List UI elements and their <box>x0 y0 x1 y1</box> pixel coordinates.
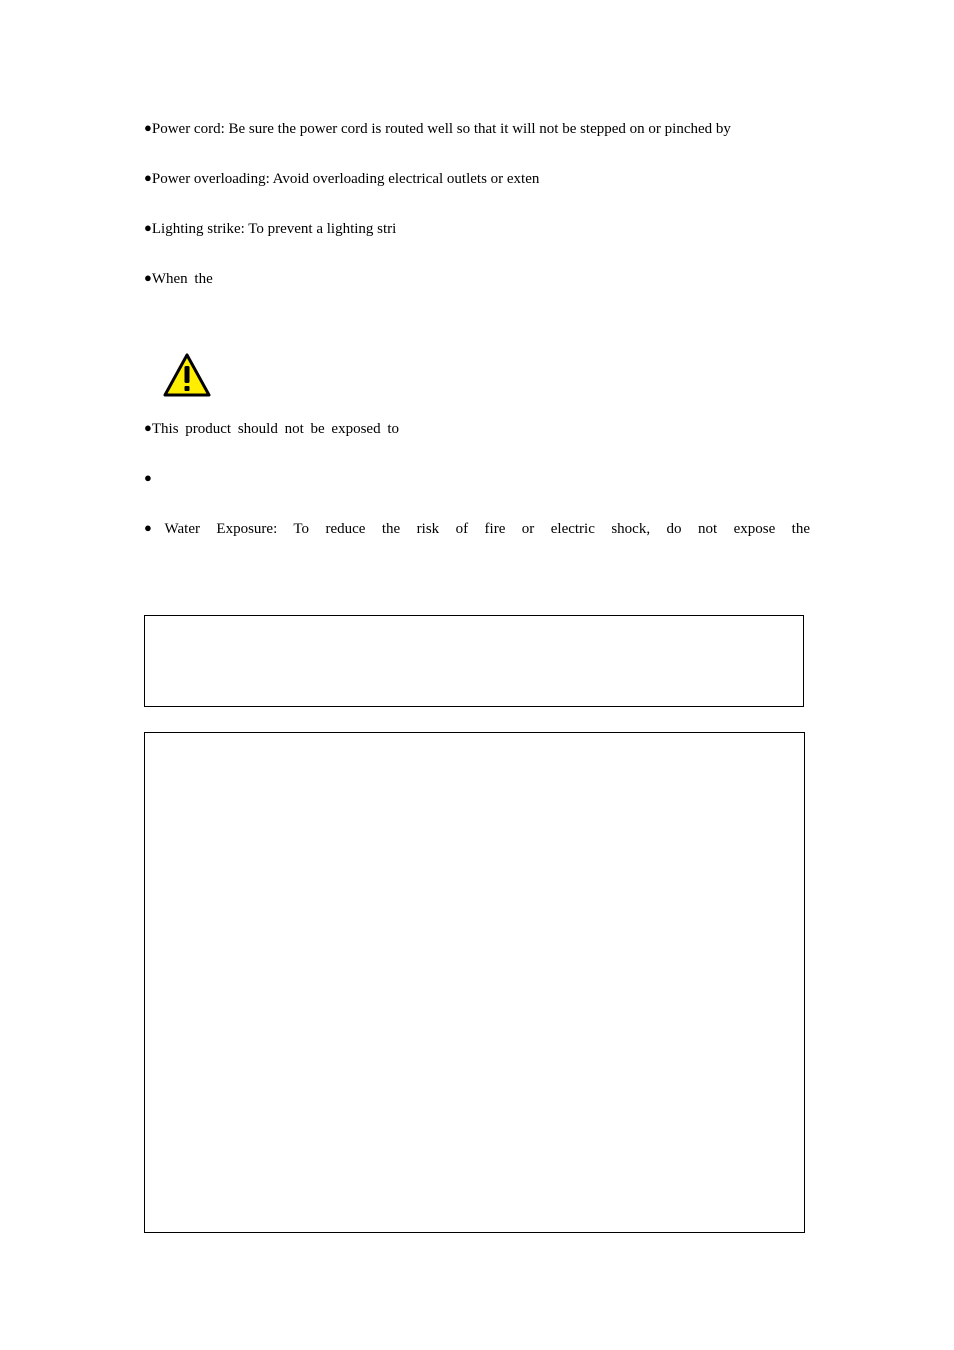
bullet-item-water-exposure <box>144 519 810 538</box>
bullet-item-empty <box>144 469 152 488</box>
bullet-text: When the <box>151 271 213 287</box>
bullet-icon: ● <box>144 220 152 235</box>
bullet-icon: ● <box>144 120 152 135</box>
bullet-icon: ● <box>144 420 152 435</box>
bullet-icon: ● <box>144 520 165 535</box>
bullet-icon: ● <box>144 470 152 485</box>
bullet-item-lighting-strike <box>144 219 396 238</box>
empty-bordered-box-large <box>144 732 805 1233</box>
bullet-item-exposure <box>144 419 399 438</box>
bullet-text: Water Exposure: To reduce the risk of fire or electric shock, do not expose the <box>164 521 810 537</box>
bullet-text: This product should not be exposed to <box>151 421 399 437</box>
bullet-item-power-cord <box>144 119 731 138</box>
warning-triangle-icon <box>163 352 211 398</box>
bullet-text: Power overloading: Avoid overloading electrical outlets or exten <box>151 171 540 187</box>
bullet-item-power-overloading <box>144 169 539 188</box>
bullet-item-when-the <box>144 269 213 288</box>
bullet-icon: ● <box>144 170 152 185</box>
empty-bordered-box-small <box>144 615 804 707</box>
bullet-text: Power cord: Be sure the power cord is routed well so that it will not be stepped on or pinched by <box>151 121 731 137</box>
bullet-icon: ● <box>144 270 152 285</box>
bullet-text: Lighting strike: To prevent a lighting stri <box>151 221 397 237</box>
